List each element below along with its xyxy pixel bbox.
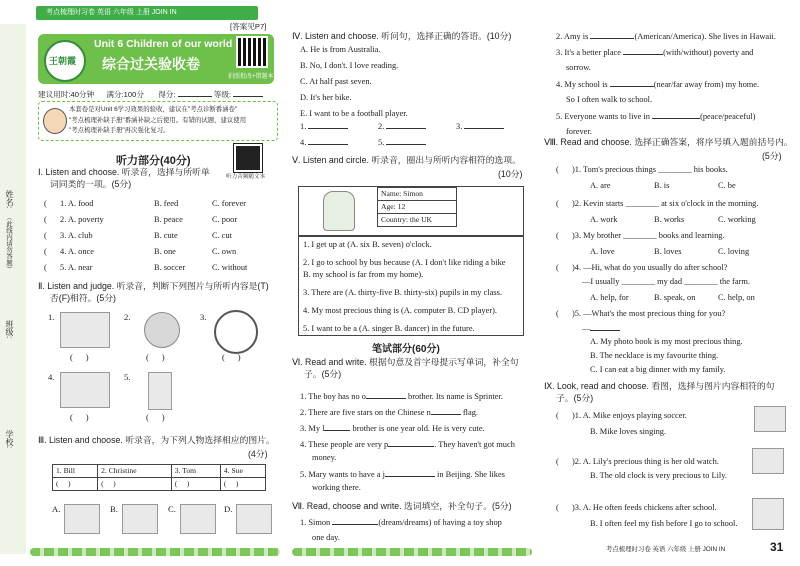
s2-paren-2: ( )	[146, 352, 165, 362]
computer-picture	[180, 504, 216, 534]
bottom-wave-left	[30, 548, 280, 556]
simon-avatar	[323, 191, 355, 231]
road-picture	[60, 372, 110, 408]
got-label: 得分:	[158, 90, 176, 99]
s5-score: (10分)	[498, 169, 523, 179]
writing-title: 笔试部分(60分)	[372, 344, 440, 355]
camera-picture	[236, 504, 272, 534]
boy-soccer-picture	[148, 372, 172, 410]
s7-item1-cont: one day.	[312, 533, 340, 542]
s2-paren-1: ( )	[70, 352, 89, 362]
qr-caption: 拍照批改+错题本	[228, 74, 274, 80]
level-label: 等级:	[213, 90, 232, 99]
s6-title: Ⅵ. Read and write. 根据句意及首字母提示写单词，补全句 子。(5分)	[292, 357, 519, 379]
s3-letter-b: B.	[110, 504, 118, 514]
side-name: 姓名:	[5, 190, 14, 209]
logo-badge	[44, 40, 86, 82]
listening-title: 听力部分(40分)	[116, 155, 191, 167]
s2-num-1: 1.	[48, 312, 55, 322]
s3-title: Ⅲ. Listen and choose. 听录音，为下列人物选择相应的图片。	[38, 435, 275, 445]
s2-paren-5: ( )	[146, 412, 165, 422]
s5-items-box: 1. I get up at (A. six B. seven) o'clock. 2. I go to school by bus because (A. I don't like riding a bike B. my school is far from my home). 3. There are (A. thirty-five B. thirty-six) pupils in my class. 4. My most precious thing is (A. computer B. CD player). 5. I want to be a (A. singer B. dancer) in the future.	[298, 236, 524, 336]
s4-title: Ⅳ. Listen and choose. 听问句，选择正确的答语。(10分)	[292, 31, 512, 41]
s1-q4: 4. A. once	[60, 247, 94, 256]
chickens-picture	[752, 498, 784, 530]
soccer-picture	[754, 406, 786, 432]
intro-text: 本套卷是对Unit 6学习效果的验收，建议在"考点诊断番涵卷" "考点梳理补缺手册"番涵补缺之后使用。有错的试题，建议使用 "考点梳理补缺手册"再次强化复习。	[69, 106, 247, 134]
time-label: 建议用时:40分钟	[38, 90, 95, 99]
listening-qr	[234, 144, 262, 172]
banner-text: 考点梳理时习卷 英语 六年级 上册 JOIN IN	[46, 9, 177, 16]
intro-box	[38, 101, 278, 141]
watch-picture	[752, 448, 784, 474]
bottom-wave-mid	[292, 548, 532, 556]
header-card	[38, 34, 274, 84]
exam-meta	[38, 88, 274, 100]
s7-item1: 1. Simon (dream/dreams) of having a toy shop	[300, 518, 502, 527]
side-school: 学校:	[5, 430, 14, 449]
s1-q1: 1. A. food	[60, 199, 94, 208]
s2-num-4: 4.	[48, 372, 55, 382]
simon-card-box	[298, 186, 524, 236]
page-number: 31	[770, 540, 784, 554]
footer-text: 考点梳理时习卷 英语 六年级 上册 JOIN IN	[606, 546, 726, 553]
s9-title: Ⅸ. Look, read and choose. 看图，选择与图片内容相符的句 子。(5分)	[544, 381, 775, 403]
s1-q5: 5. A. near	[60, 263, 93, 272]
side-strip	[0, 24, 26, 554]
s2-num-5: 5.	[124, 372, 131, 382]
s2-num-3: 3.	[200, 312, 207, 322]
s5-title: Ⅴ. Listen and circle. 听录音，圈出与所听内容相符的选项。	[292, 155, 521, 165]
s8-score: (5分)	[762, 151, 782, 161]
simon-card: Name: Simon Age: 12 Country: the UK	[377, 187, 457, 227]
cd-picture	[144, 312, 180, 348]
clock-picture	[214, 310, 258, 354]
logo-text: 王朝霞	[49, 56, 77, 66]
s7-title: Ⅶ. Read, choose and write. 选词填空，补全句子。(5分)	[292, 501, 512, 511]
s8-title: Ⅷ. Read and choose. 选择正确答案，将序号填入题前括号内。	[544, 137, 793, 147]
s3-table: 1. Bill 2. Christine 3. Tom 4. Sue ( ) ( ) ( ) ( )	[52, 464, 266, 491]
s1-q2: 2. A. poverty	[60, 215, 104, 224]
s3-letter-a: A.	[52, 504, 61, 514]
top-banner	[36, 6, 258, 20]
shoes-picture	[122, 504, 158, 534]
score-label: 满分:100分	[106, 90, 144, 99]
shop-picture	[60, 312, 110, 348]
side-class: 班级:	[5, 320, 14, 339]
s3-score: (4分)	[248, 449, 268, 459]
girl-avatar	[43, 108, 67, 134]
books-picture	[64, 504, 100, 534]
s2-paren-3: ( )	[222, 352, 241, 362]
s3-letter-c: C.	[168, 504, 176, 514]
s2-num-2: 2.	[124, 312, 131, 322]
qr-code	[238, 38, 266, 66]
s1-title: Ⅰ. Listen and choose. 听录音，选择与所听单 词同类的一项。(5分)	[38, 167, 210, 189]
s2-paren-4: ( )	[70, 412, 89, 422]
s3-letter-d: D.	[224, 504, 233, 514]
s2-title: Ⅱ. Listen and judge. 听录音，判断下列图片与所听内容是(T) 否(F)相符。(5分)	[38, 281, 269, 303]
listening-qr-caption: 听力音频随文本	[226, 174, 266, 180]
side-note: （此线内请勿答题）	[5, 214, 12, 273]
s1-q3: 3. A. club	[60, 231, 93, 240]
answer-note: [答案见P7]	[230, 22, 267, 31]
exam-subtitle: 综合过关验收卷	[102, 56, 200, 72]
unit-title: Unit 6 Children of our world	[94, 38, 233, 50]
